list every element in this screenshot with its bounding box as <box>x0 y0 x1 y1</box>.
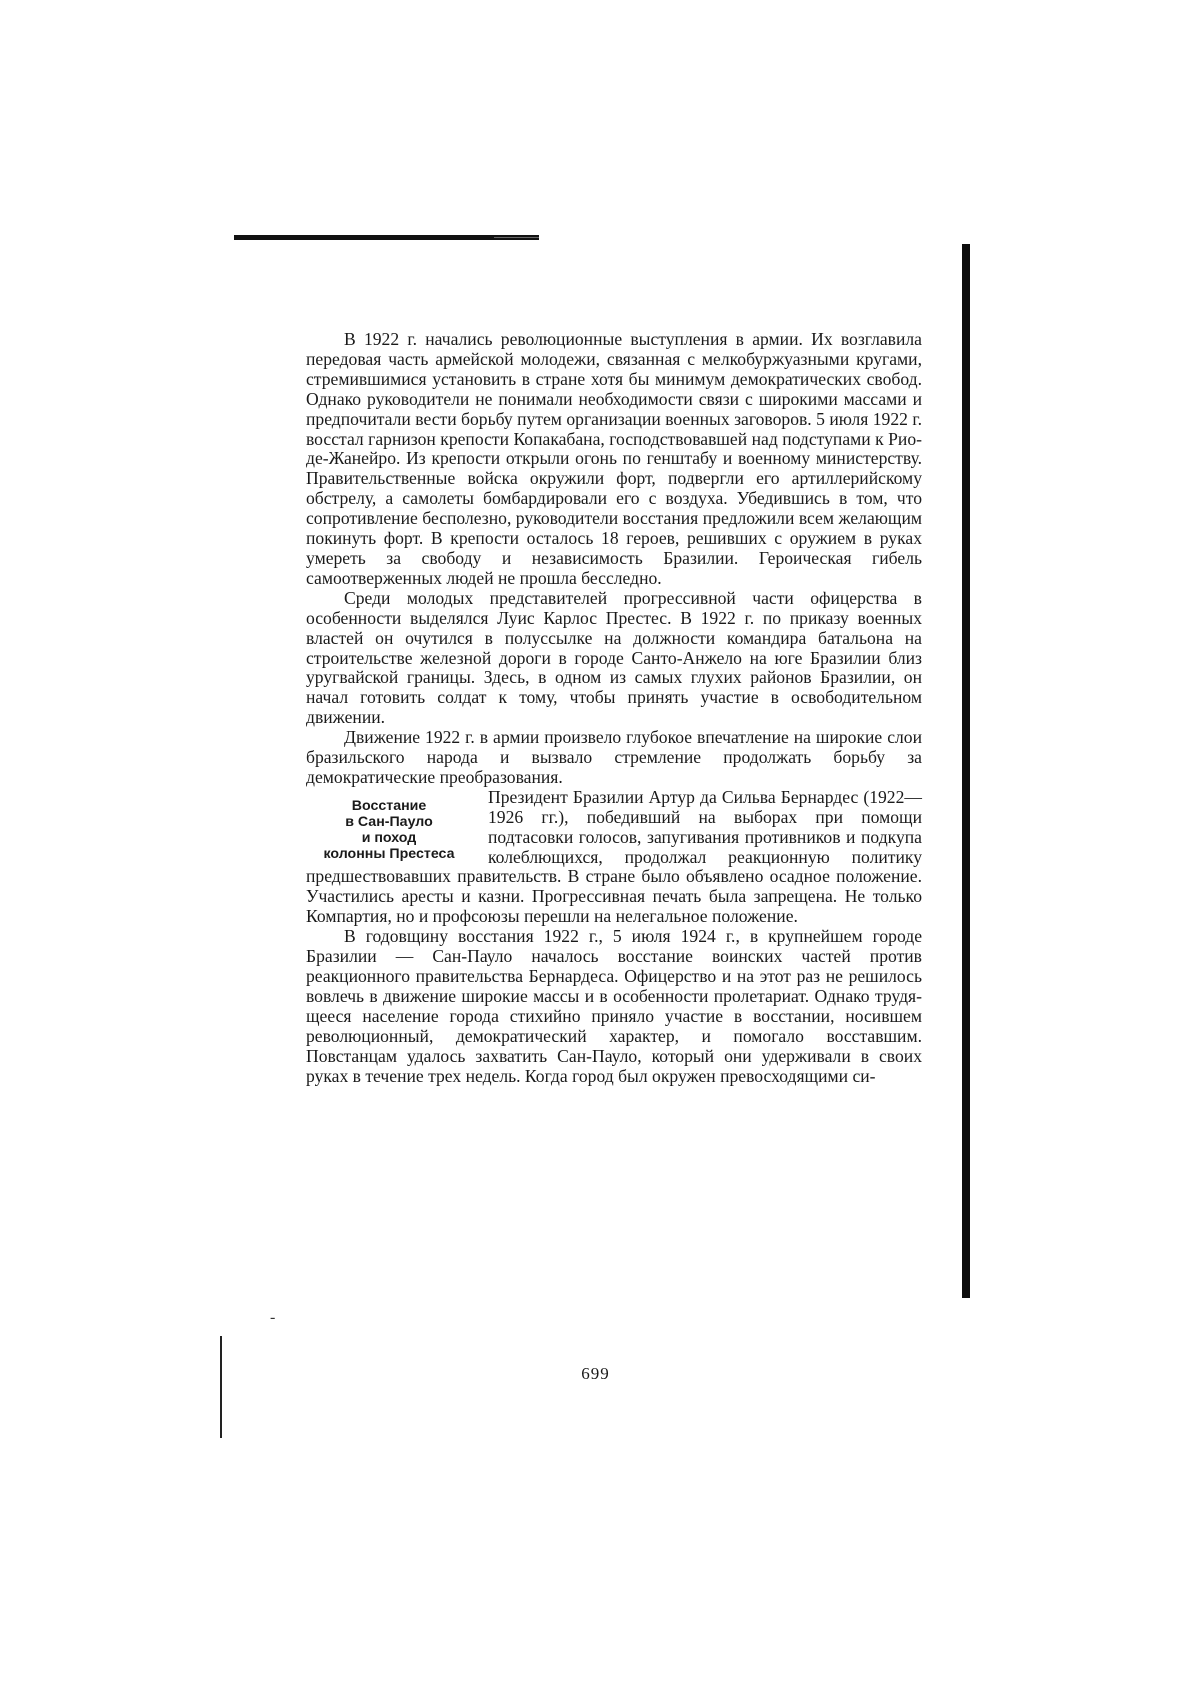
margin-heading: Восстание в Сан-Пауло и поход колонны Престеса <box>323 797 455 862</box>
margin-dash: - <box>270 1309 276 1326</box>
scan-margin-mark <box>220 1336 222 1438</box>
header-rule <box>234 235 539 240</box>
page-number: 699 <box>581 1364 610 1383</box>
paragraph: В годовщину восстания 1922 г., 5 июля 1924 г., в крупнейшем городе Бразилии — Сан-Пауло началось восстание воинских частей против реакционного правительства Бернардеса. Офицерство и на этот раз не решилось вовлечь в движение широкие массы и в особенности пролетариат. Однако трудящееся население города стихийно приняло участие в восстании, носившем революционный, демократический характер, и помогало восставшим. Повстанцам удалось захватить Сан-Пауло, который они удерживали в своих руках в течение трех недель. Когда город был окружен превосходящими си- <box>306 926 922 1086</box>
page-body <box>306 330 922 1086</box>
paragraph: Среди молодых представителей прогрессивной части офицерства в особенности выделялся Луис Карлос Престес. В 1922 г. по приказу военных властей он очутился в полуссылке на должности командира батальона на строительстве железной дороги в городе Санто-Анжело на юге Бразилии близ уругвайской границы. Здесь, в одном из самых глухих районов Бразилии, он начал готовить солдат к тому, чтобы принять участие в освободительном движении. <box>306 587 922 728</box>
paragraph: Президент Бразилии Артур да Сильва Бернардес (1922—1926 гг.), победивший на выборах при помощи подтасовки голосов, запугивания противников и подкупа колеблющихся, продолжал реакционную политику предшествовавших правительств. В стране было объявлено осадное положение. Участились аресты и казни. Прогрессивная печать была запрещена. Не только Компартия, но и профсоюзы перешли на нелегальное положение. <box>306 786 922 927</box>
scan-edge-bar <box>962 244 970 1298</box>
paragraph: Движение 1922 г. в армии произвело глубокое впечатление на широкие слои бразильского народа и вызвало стремление продолжать борьбу за демократические преобразования. <box>306 727 922 787</box>
paragraph: В 1922 г. начались революционные выступления в армии. Их возглавила передовая часть армейской молодежи, связанная с мелкобуржуазными кругами, стремившимися установить в стране хотя бы минимум демократических свобод. Однако руководители не понимали необходимости связи с широкими массами и предпочитали вести борьбу путем организации военных заговоров. 5 июля 1922 г. восстал гарнизон крепости Копакабана, господствовавшей над подступами к Рио-де-Жанейро. Из крепости открыли огонь по генштабу и военному министерству. Правительственные войска окружили форт, подвергли его артиллерийскому обстрелу, а самолеты бомбардировали его с воздуха. Убедившись в том, что сопротивление бесполезно, руководители восстания предложили всем желающим покинуть форт. В крепости осталось 18 героев, решивших с оружием в руках умереть за свободу и независимость Бразилии. Героическая гибель самоотверженных людей не прошла бесследно. <box>306 329 922 588</box>
